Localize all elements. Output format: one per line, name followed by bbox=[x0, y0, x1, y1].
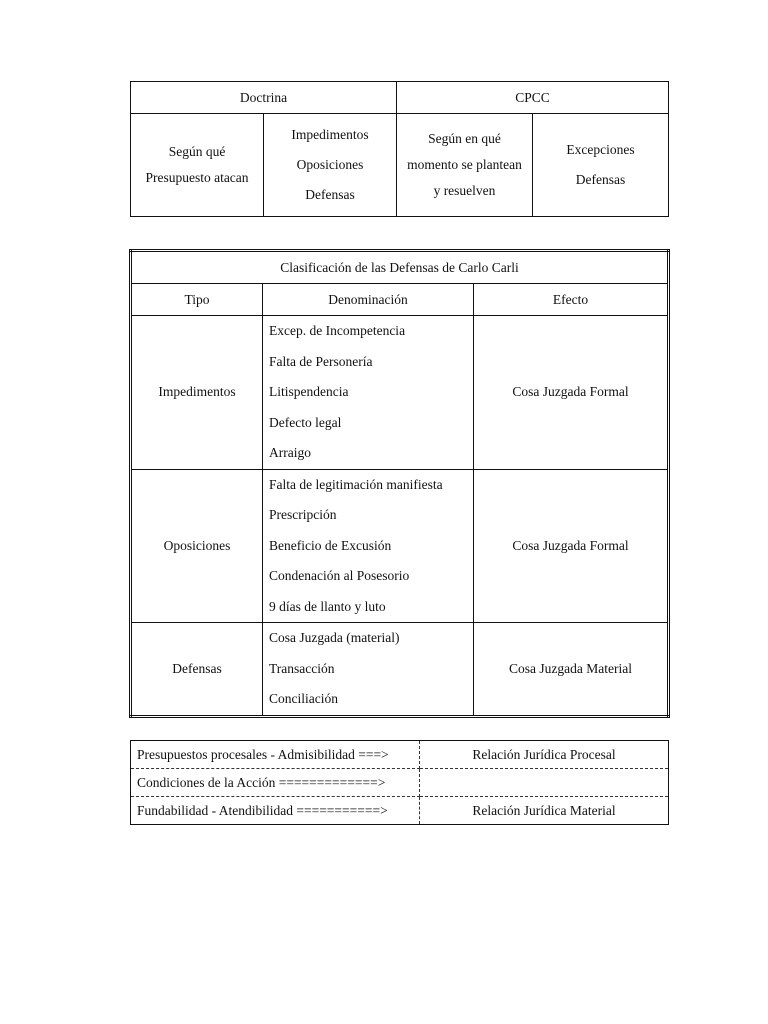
cpcc-criterion bbox=[397, 114, 533, 217]
doctrina-criterion-line: Presupuesto atacan bbox=[145, 170, 249, 185]
denominacion-item: Defecto legal bbox=[269, 414, 342, 430]
doctrina-criterion-line: Según qué bbox=[168, 144, 226, 159]
denominacion-cell bbox=[263, 316, 474, 470]
denominacion-cell bbox=[263, 623, 474, 717]
doctrina-item: Defensas bbox=[305, 187, 355, 202]
tipo-cell: Oposiciones bbox=[131, 469, 263, 623]
cpcc-criterion-line: y resuelven bbox=[433, 183, 496, 198]
table-row bbox=[131, 469, 669, 623]
tipo-cell: Defensas bbox=[131, 623, 263, 717]
denominacion-item: Cosa Juzgada (material) bbox=[269, 630, 400, 645]
cpcc-items bbox=[533, 114, 669, 217]
presupuesto-label: Fundabilidad - Atendibilidad ===========> bbox=[131, 797, 420, 825]
tipo-cell: Impedimentos bbox=[131, 316, 263, 470]
cpcc-item: Excepciones bbox=[566, 142, 635, 157]
denominacion-item: 9 días de llanto y luto bbox=[269, 598, 386, 614]
denominacion-item: Prescripción bbox=[269, 507, 337, 522]
column-header-tipo: Tipo bbox=[131, 284, 263, 316]
relacion-label: Relación Jurídica Procesal bbox=[420, 741, 669, 769]
denominacion-item: Arraigo bbox=[269, 445, 311, 460]
column-header-denominacion: Denominación bbox=[263, 284, 474, 316]
efecto-cell: Cosa Juzgada Material bbox=[474, 623, 669, 717]
cpcc-criterion-line: momento se plantean bbox=[407, 157, 522, 172]
relacion-label bbox=[420, 769, 669, 797]
table-row bbox=[131, 623, 669, 717]
efecto-cell: Cosa Juzgada Formal bbox=[474, 469, 669, 623]
cpcc-criterion-line: Según en qué bbox=[428, 131, 501, 146]
table-title: Clasificación de las Defensas de Carlo Carli bbox=[131, 251, 669, 284]
table-row bbox=[131, 741, 669, 769]
denominacion-item: Falta de legitimación manifiesta bbox=[269, 476, 443, 492]
denominacion-item: Transacción bbox=[269, 660, 335, 676]
presupuestos-table bbox=[130, 740, 669, 825]
denominacion-item: Litispendencia bbox=[269, 384, 349, 399]
doctrina-item: Oposiciones bbox=[296, 157, 364, 172]
denominacion-item: Conciliación bbox=[269, 691, 338, 706]
doctrina-item: Impedimentos bbox=[291, 127, 369, 142]
doctrina-items bbox=[264, 114, 397, 217]
doctrina-cpcc-table bbox=[130, 81, 669, 217]
doctrina-criterion bbox=[131, 114, 264, 217]
denominacion-item: Condenación al Posesorio bbox=[269, 568, 410, 583]
column-header-efecto: Efecto bbox=[474, 284, 669, 316]
clasificacion-defensas-table bbox=[129, 249, 670, 718]
relacion-label: Relación Jurídica Material bbox=[472, 802, 616, 818]
cpcc-header: CPCC bbox=[397, 82, 669, 114]
denominacion-item: Beneficio de Excusión bbox=[269, 537, 392, 553]
denominacion-cell bbox=[263, 469, 474, 623]
denominacion-item: Falta de Personería bbox=[269, 353, 373, 369]
efecto-cell: Cosa Juzgada Formal bbox=[474, 316, 669, 470]
table-row bbox=[131, 769, 669, 797]
presupuesto-label: Presupuestos procesales - Admisibilidad ===> bbox=[131, 741, 420, 769]
presupuesto-label: Condiciones de la Acción =============> bbox=[131, 769, 420, 797]
doctrina-header: Doctrina bbox=[131, 82, 397, 114]
cpcc-item: Defensas bbox=[575, 172, 626, 187]
table-row bbox=[131, 316, 669, 470]
table-row bbox=[131, 797, 669, 825]
denominacion-item: Excep. de Incompetencia bbox=[269, 323, 406, 338]
